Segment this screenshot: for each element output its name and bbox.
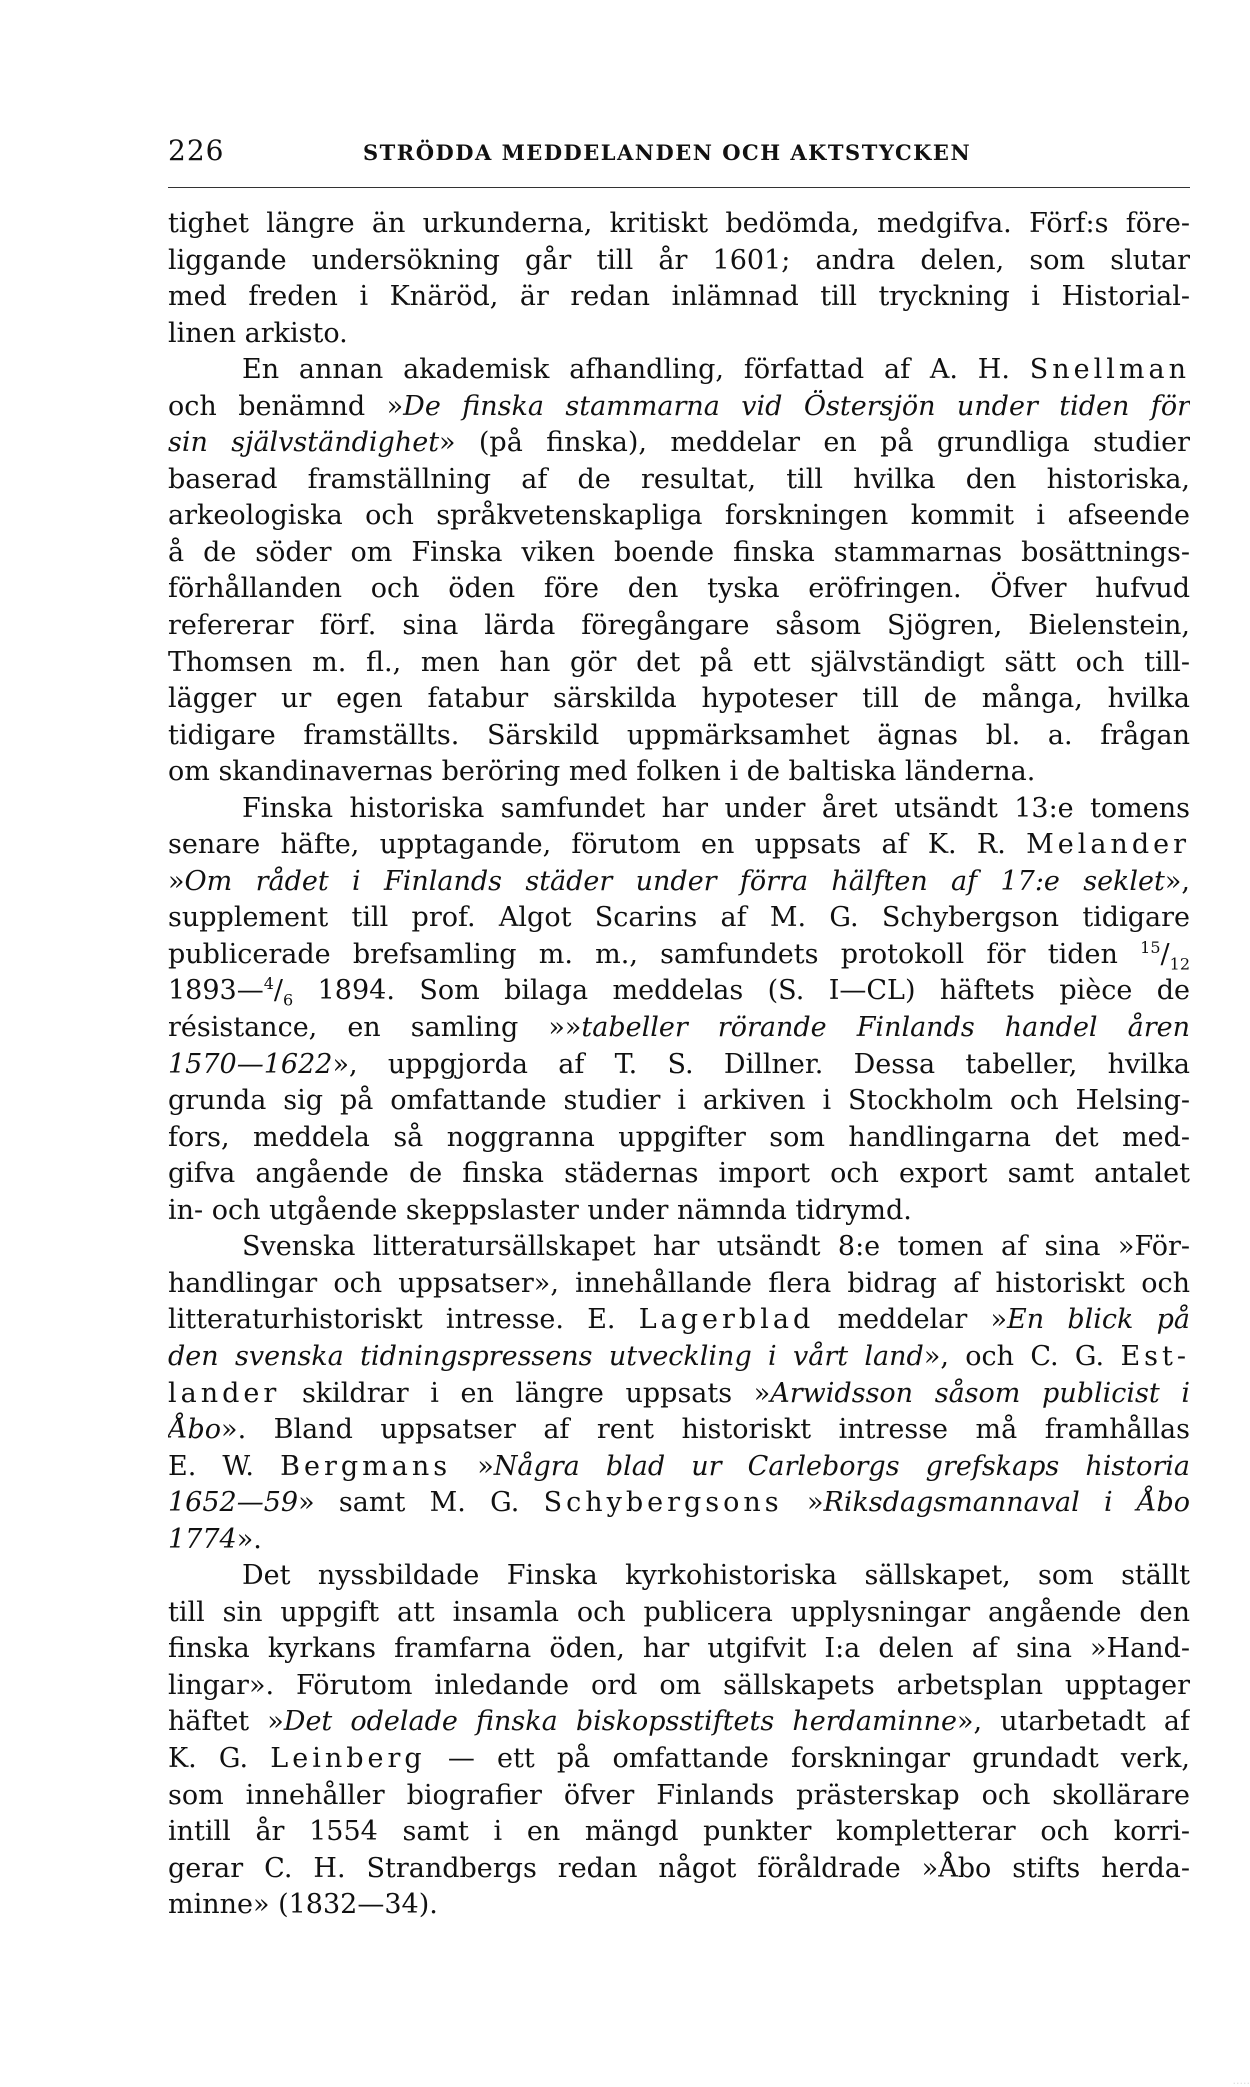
text-line: »Om rådet i Finlands städer under förra hälften af 17:e seklet», (168, 865, 1190, 897)
text-line: linen arkisto. (168, 317, 348, 349)
scan-watermark: ..... (1232, 2074, 1250, 2087)
author-name: lander (168, 1377, 281, 1409)
text-line: Thomsen m. fl., men han gör det på ett självständigt sätt och till- (168, 646, 1190, 678)
text-line: till sin uppgift att insamla och publicera upplysningar angående den (168, 1596, 1190, 1628)
paragraph-start-line: Det nyssbildade Finska kyrkohistoriska sällskapet, som ställt (242, 1560, 1190, 1592)
book-title: En blick på (1007, 1304, 1190, 1336)
paragraph-start-line: Svenska litteratursällskapet har utsändt 8:e tomen af sina »För- (242, 1231, 1190, 1263)
book-title: Arwidsson såsom publicist i (770, 1377, 1190, 1409)
text-line: grunda sig på omfattande studier i arkiven i Stockholm och Helsing- (168, 1085, 1190, 1117)
body-text (168, 206, 1190, 1924)
text-line: fors, meddela så noggranna uppgifter som handlingarna det med- (168, 1121, 1190, 1153)
page-number: 226 (168, 134, 225, 167)
text-line: lander skildrar i en längre uppsats »Arwidsson såsom publicist i (168, 1377, 1190, 1409)
text-line: häftet »Det odelade finska biskopsstiftets herdaminne», utarbetadt af (168, 1706, 1190, 1738)
text-line: om skandinavernas beröring med folken i de baltiska länderna. (168, 756, 1036, 788)
book-title: 1570—1622 (168, 1048, 333, 1080)
text-line: 1652—59» samt M. G. Schybergsons »Riksdagsmannaval i Åbo (168, 1487, 1190, 1519)
text-line: in- och utgående skeppslaster under nämnda tidrymd. (168, 1194, 912, 1226)
book-title: 1774 (168, 1523, 237, 1555)
author-name: Leinberg (270, 1742, 426, 1774)
text-line: E. W. Bergmans »Några blad ur Carleborgs grefskaps historia (168, 1450, 1190, 1482)
author-name: Bergmans (280, 1450, 452, 1482)
text-line: liggande undersökning går till år 1601; andra delen, som slutar (168, 244, 1190, 276)
text-line: med freden i Knäröd, är redan inlämnad till tryckning i Historial- (168, 281, 1190, 313)
text-line: litteraturhistoriskt intresse. E. Lagerblad meddelar »En blick på (168, 1304, 1190, 1336)
book-title: tabeller rörande Finlands handel åren (581, 1012, 1190, 1044)
book-title: Riksdagsmannaval i Åbo (823, 1487, 1190, 1519)
text-line: som innehåller biografier öfver Finlands prästerskap och skollärare (168, 1779, 1190, 1811)
text-line: publicerade brefsamling m. m., samfundets protokoll för tiden $^{15}/_{12}$ (168, 937, 1190, 974)
author-name: Melander (1026, 829, 1190, 861)
text-line: lingar». Förutom inledande ord om sällskapets arbetsplan upptager (168, 1669, 1190, 1701)
book-title: Om rådet i Finlands städer under förra hälften af 17:e seklet (184, 865, 1165, 897)
book-title: De finska stammarna vid Östersjön under tiden för (403, 390, 1190, 422)
text-line: $1893—^4/_6$ 1894. Som bilaga meddelas (S. I—CL) häftets pièce de (168, 974, 1190, 1010)
text-line: och benämnd »De finska stammarna vid Östersjön under tiden för (168, 390, 1190, 422)
text-line: den svenska tidningspressens utveckling i vårt land», och C. G. Est- (168, 1340, 1190, 1372)
text-line: tidigare framställts. Särskild uppmärksamhet ägnas bl. a. frågan (168, 719, 1190, 751)
text-line: förhållanden och öden före den tyska eröfringen. Öfver hufvud (168, 573, 1190, 605)
author-name: Lagerblad (638, 1304, 815, 1336)
author-name: Schybergsons (543, 1487, 783, 1519)
book-title: den svenska tidningspressens utveckling i vårt land (168, 1340, 924, 1372)
paragraph-start-line: En annan akademisk afhandling, författad af A. H. Snellman (242, 354, 1190, 386)
running-title: STRÖDDA MEDDELANDEN OCH AKTSTYCKEN (363, 140, 972, 165)
text-line: intill år 1554 samt i en mängd punkter kompletterar och korri- (168, 1816, 1190, 1848)
text-line: 1570—1622», uppgjorda af T. S. Dillner. Dessa tabeller, hvilka (168, 1048, 1190, 1080)
text-line: sin självständighet» (på finska), meddelar en på grundliga studier (168, 427, 1190, 459)
header-rule (168, 187, 1190, 188)
text-line: finska kyrkans framfarna öden, har utgifvit I:a delen af sina »Hand- (168, 1633, 1190, 1665)
book-title: Det odelade finska biskopsstiftets herdaminne (283, 1706, 957, 1738)
text-line: senare häfte, upptagande, förutom en uppsats af K. R. Melander (168, 829, 1190, 861)
book-title: Åbo (168, 1414, 222, 1446)
text-line: tighet längre än urkunderna, kritiskt bedömda, medgifva. Förf:s före- (168, 208, 1190, 239)
text-line: supplement till prof. Algot Scarins af M. G. Schybergson tidigare (168, 902, 1190, 934)
text-line: gerar C. H. Strandbergs redan något föråldrade »Åbo stifts herda- (168, 1852, 1190, 1884)
text-line: handlingar och uppsatser», innehållande flera bidrag af historiskt och (168, 1267, 1190, 1299)
text-line: 1774». (168, 1523, 262, 1555)
text-line: gifva angående de finska städernas import och export samt antalet (168, 1158, 1190, 1190)
text-line: lägger ur egen fatabur särskilda hypoteser till de många, hvilka (168, 683, 1190, 715)
text-line: arkeologiska och språkvetenskapliga forskningen kommit i afseende (168, 500, 1190, 532)
running-head (168, 128, 1190, 172)
text-line: Åbo». Bland uppsatser af rent historiskt intresse må framhållas (168, 1414, 1190, 1446)
book-title: Några blad ur Carleborgs grefskaps historia (493, 1450, 1190, 1482)
book-title: 1652—59 (168, 1487, 299, 1519)
book-title: sin självständighet (168, 427, 440, 459)
text-line: résistance, en samling »»tabeller rörande Finlands handel åren (168, 1012, 1190, 1044)
paragraph-start-line: Finska historiska samfundet har under året utsändt 13:e tomens (242, 792, 1190, 824)
author-name: Snellman (1029, 354, 1190, 386)
text-line: minne» (1832—34). (168, 1889, 438, 1921)
text-line: baserad framställning af de resultat, till hvilka den historiska, (168, 463, 1190, 495)
text-line: K. G. Leinberg — ett på omfattande forskningar grundadt verk, (168, 1742, 1190, 1774)
author-name: Est- (1120, 1340, 1190, 1372)
text-line: refererar förf. sina lärda föregångare såsom Sjögren, Bielenstein, (168, 610, 1190, 642)
text-line: å de söder om Finska viken boende finska stammarnas bosättnings- (168, 536, 1190, 568)
